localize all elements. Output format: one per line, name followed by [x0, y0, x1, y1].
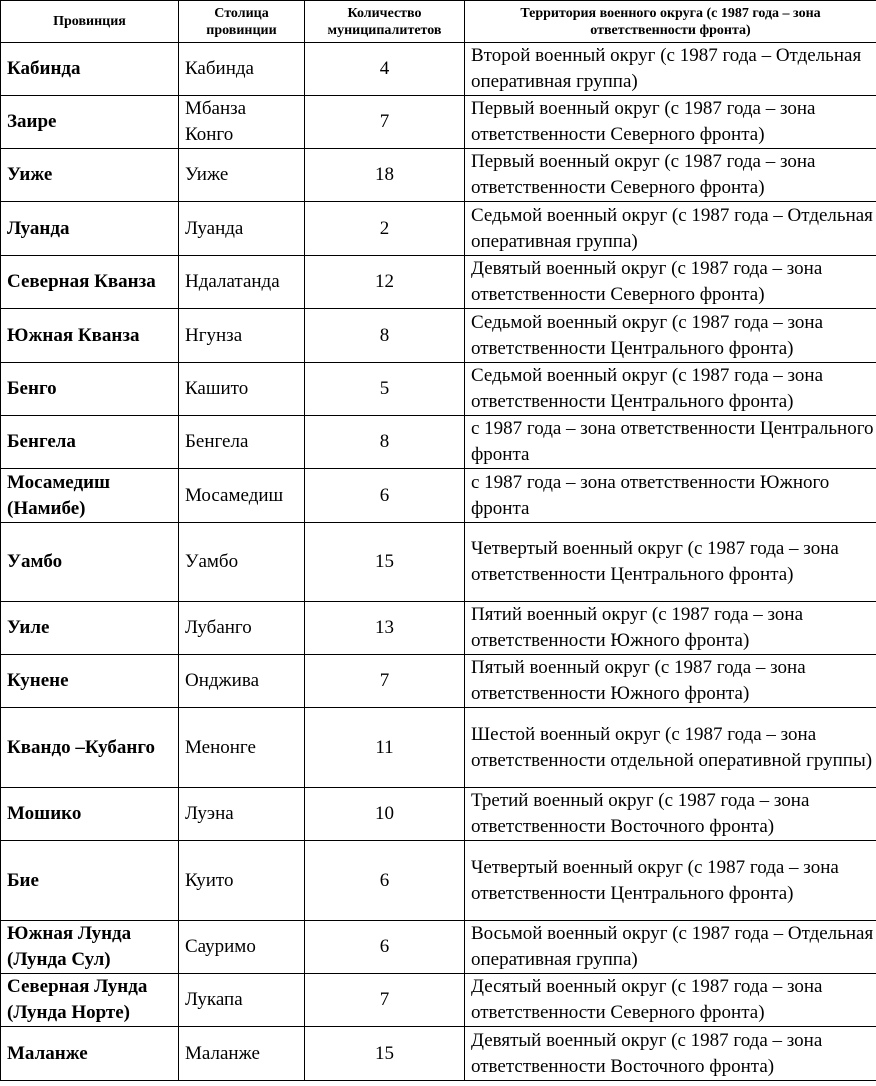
territory-cell: с 1987 года – зона ответственности Южного фронта: [465, 469, 876, 523]
header-row: [1, 1, 876, 43]
territory-cell: Девятый военный округ (с 1987 года – зона ответственности Северного фронта): [465, 256, 876, 309]
territory-cell: Седьмой военный округ (с 1987 года – зона ответственности Центрального фронта): [465, 309, 876, 363]
province-cell: Мосамедиш (Намибе): [1, 469, 179, 523]
territory-cell: Второй военный округ (с 1987 года – Отдельная оперативная группа): [465, 43, 876, 96]
count-cell: 7: [305, 974, 465, 1027]
territory-cell: Четвертый военный округ (с 1987 года – зона ответственности Центрального фронта): [465, 841, 876, 921]
table-row: [1, 523, 876, 602]
province-cell: Луанда: [1, 202, 179, 256]
count-cell: 10: [305, 788, 465, 841]
territory-cell: с 1987 года – зона ответственности Центрального фронта: [465, 416, 876, 469]
table-row: [1, 788, 876, 841]
province-cell: Бие: [1, 841, 179, 921]
territory-cell: Восьмой военный округ (с 1987 года – Отдельная оперативная группа): [465, 921, 876, 974]
table-row: [1, 96, 876, 149]
province-cell: Уиже: [1, 149, 179, 202]
province-cell: Уиле: [1, 602, 179, 655]
capital-cell: Ндалатанда: [179, 256, 305, 309]
capital-cell: Кабинда: [179, 43, 305, 96]
table-row: [1, 708, 876, 788]
count-cell: 8: [305, 309, 465, 363]
table-row: [1, 469, 876, 523]
count-cell: 4: [305, 43, 465, 96]
province-cell: Маланже: [1, 1027, 179, 1081]
capital-cell: Уамбо: [179, 523, 305, 602]
territory-cell: Четвертый военный округ (с 1987 года – зона ответственности Центрального фронта): [465, 523, 876, 602]
territory-cell: Седьмой военный округ (с 1987 года – зона ответственности Центрального фронта): [465, 363, 876, 416]
table-row: [1, 602, 876, 655]
territory-cell: Первый военный округ (с 1987 года – зона ответственности Северного фронта): [465, 149, 876, 202]
capital-cell: Луанда: [179, 202, 305, 256]
table-row: [1, 256, 876, 309]
province-cell: Бенго: [1, 363, 179, 416]
capital-cell: Уиже: [179, 149, 305, 202]
capital-cell: Маланже: [179, 1027, 305, 1081]
table-row: [1, 149, 876, 202]
count-cell: 6: [305, 841, 465, 921]
table-row: [1, 1027, 876, 1081]
capital-cell: Лукапа: [179, 974, 305, 1027]
count-cell: 12: [305, 256, 465, 309]
table-row: [1, 841, 876, 921]
capital-cell: Луэна: [179, 788, 305, 841]
count-cell: 15: [305, 1027, 465, 1081]
province-cell: Южная Лунда (Лунда Сул): [1, 921, 179, 974]
capital-cell: Куито: [179, 841, 305, 921]
capital-cell: Бенгела: [179, 416, 305, 469]
count-cell: 15: [305, 523, 465, 602]
table-row: [1, 363, 876, 416]
province-cell: Квандо –Кубанго: [1, 708, 179, 788]
province-cell: Уамбо: [1, 523, 179, 602]
capital-cell: Менонге: [179, 708, 305, 788]
province-cell: Северная Кванза: [1, 256, 179, 309]
count-cell: 7: [305, 655, 465, 708]
count-cell: 7: [305, 96, 465, 149]
table-row: [1, 655, 876, 708]
header-capital: Столица провинции: [179, 1, 305, 43]
header-territory: Территория военного округа (с 1987 года – зона ответственности фронта): [465, 1, 876, 43]
table-row: [1, 416, 876, 469]
province-cell: Кунене: [1, 655, 179, 708]
capital-cell: Сауримо: [179, 921, 305, 974]
territory-cell: Седьмой военный округ (с 1987 года – Отдельная оперативная группа): [465, 202, 876, 256]
count-cell: 6: [305, 469, 465, 523]
territory-cell: Шестой военный округ (с 1987 года – зона ответственности отдельной оперативной группы): [465, 708, 876, 788]
count-cell: 5: [305, 363, 465, 416]
province-cell: Кабинда: [1, 43, 179, 96]
capital-cell: Мосамедиш: [179, 469, 305, 523]
table-row: [1, 309, 876, 363]
territory-cell: Девятый военный округ (с 1987 года – зона ответственности Восточного фронта): [465, 1027, 876, 1081]
territory-cell: Первый военный округ (с 1987 года – зона ответственности Северного фронта): [465, 96, 876, 149]
count-cell: 8: [305, 416, 465, 469]
province-cell: Южная Кванза: [1, 309, 179, 363]
territory-cell: Третий военный округ (с 1987 года – зона ответственности Восточного фронта): [465, 788, 876, 841]
count-cell: 13: [305, 602, 465, 655]
header-province: Провинция: [1, 1, 179, 43]
capital-cell: Мбанза Конго: [179, 96, 305, 149]
province-cell: Заире: [1, 96, 179, 149]
capital-cell: Лубанго: [179, 602, 305, 655]
territory-cell: Десятый военный округ (с 1987 года – зона ответственности Северного фронта): [465, 974, 876, 1027]
table-row: [1, 921, 876, 974]
header-count: Количество муниципалитетов: [305, 1, 465, 43]
table-row: [1, 43, 876, 96]
capital-cell: Онджива: [179, 655, 305, 708]
capital-cell: Нгунза: [179, 309, 305, 363]
count-cell: 11: [305, 708, 465, 788]
province-cell: Бенгела: [1, 416, 179, 469]
territory-cell: Пятый военный округ (с 1987 года – зона ответственности Южного фронта): [465, 655, 876, 708]
province-cell: Мошико: [1, 788, 179, 841]
capital-cell: Кашито: [179, 363, 305, 416]
province-cell: Северная Лунда (Лунда Норте): [1, 974, 179, 1027]
table-row: [1, 974, 876, 1027]
count-cell: 6: [305, 921, 465, 974]
count-cell: 2: [305, 202, 465, 256]
count-cell: 18: [305, 149, 465, 202]
territory-cell: Пятий военный округ (с 1987 года – зона ответственности Южного фронта): [465, 602, 876, 655]
table-row: [1, 202, 876, 256]
